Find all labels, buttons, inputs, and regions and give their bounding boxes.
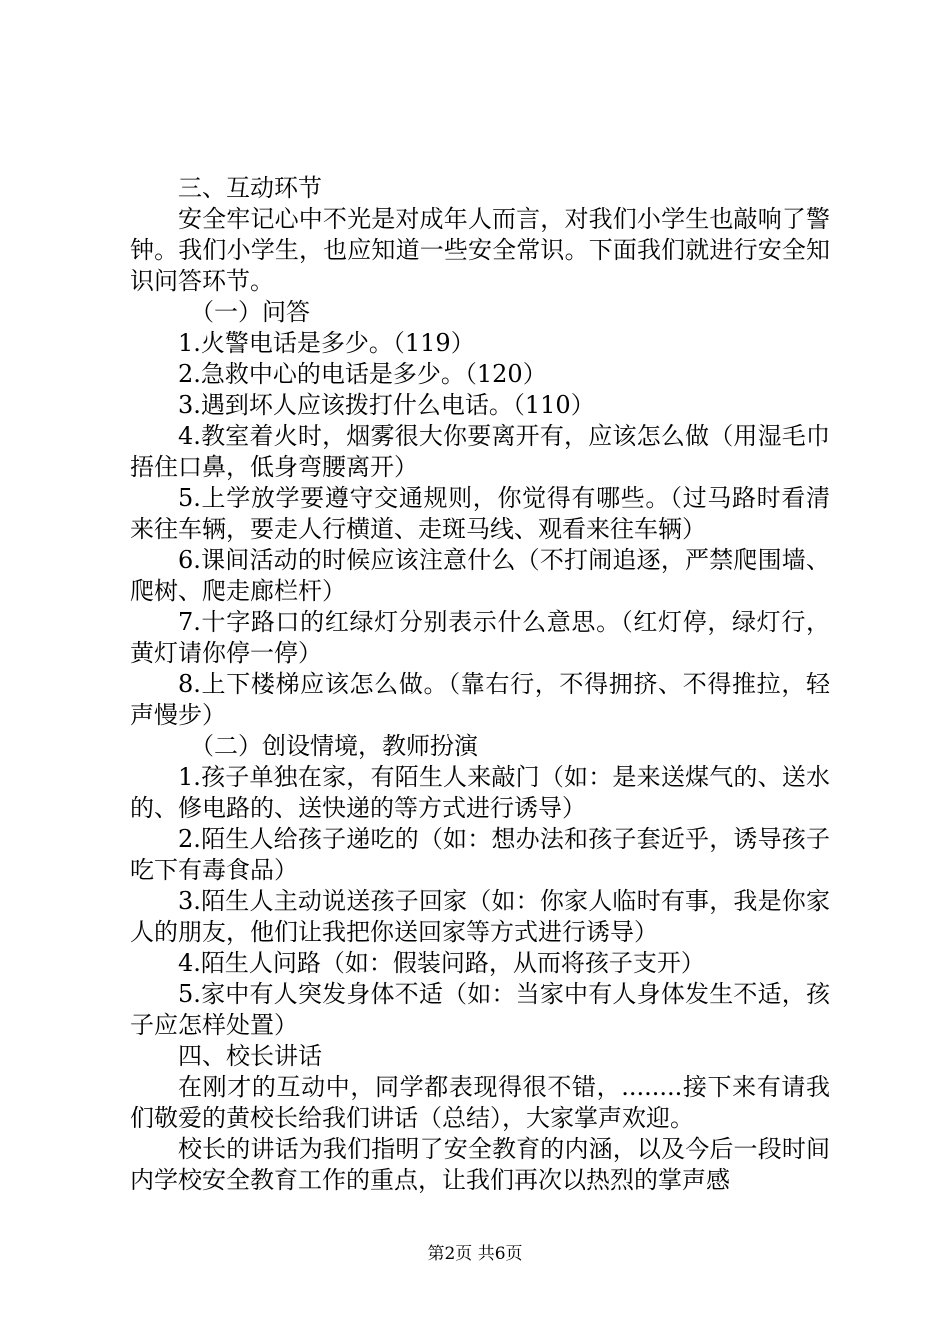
list-item-scenario-1: 1.孩子单独在家，有陌生人来敲门（如：是来送煤气的、送水的、修电路的、送快递的等方式进行诱导） (130, 763, 830, 822)
list-item-scenario-5: 5.家中有人突发身体不适（如：当家中有人身体发生不适，孩子应怎样处置） (130, 980, 830, 1039)
section-heading-principal: 四、校长讲话 (178, 1042, 322, 1070)
paragraph-intro: 安全牢记心中不光是对成年人而言，对我们小学生也敲响了警钟。我们小学生，也应知道一些安全常识。下面我们就进行安全知识问答环节。 (130, 205, 830, 295)
list-item-qa-8: 8.上下楼梯应该怎么做。（靠右行，不得拥挤、不得推拉，轻声慢步） (130, 670, 830, 729)
page-footer: 第2页 共6页 (427, 1244, 523, 1264)
list-item-qa-3: 3.遇到坏人应该拨打什么电话。（110） (178, 391, 595, 419)
list-item-scenario-4: 4.陌生人问路（如：假装问路，从而将孩子支开） (178, 949, 705, 977)
list-item-qa-6: 6.课间活动的时候应该注意什么（不打闹追逐，严禁爬围墙、爬树、爬走廊栏杆） (130, 546, 830, 605)
document-body (130, 173, 830, 1196)
list-item-qa-1: 1.火警电话是多少。（119） (178, 329, 475, 357)
list-item-qa-4: 4.教室着火时，烟雾很大你要离开有，应该怎么做（用湿毛巾捂住口鼻，低身弯腰离开） (130, 422, 830, 481)
paragraph-principal-closing: 校长的讲话为我们指明了安全教育的内涵，以及今后一段时间内学校安全教育工作的重点，让我们再次以热烈的掌声感 (130, 1135, 830, 1194)
subsection-heading-scenario: （二）创设情境，教师扮演 (190, 732, 478, 760)
list-item-qa-2: 2.急救中心的电话是多少。（120） (178, 360, 547, 388)
list-item-qa-5: 5.上学放学要遵守交通规则，你觉得有哪些。（过马路时看清来往车辆，要走人行横道、走斑马线、观看来往车辆） (130, 484, 830, 543)
paragraph-principal-intro: 在刚才的互动中，同学都表现得很不错，........接下来有请我们敬爱的黄校长给我们讲话（总结），大家掌声欢迎。 (130, 1073, 830, 1132)
list-item-scenario-2: 2.陌生人给孩子递吃的（如：想办法和孩子套近乎，诱导孩子吃下有毒食品） (130, 825, 830, 884)
subsection-heading-qa: （一）问答 (190, 298, 310, 326)
list-item-scenario-3: 3.陌生人主动说送孩子回家（如：你家人临时有事，我是你家人的朋友，他们让我把你送回家等方式进行诱导） (130, 887, 830, 946)
list-item-qa-7: 7.十字路口的红绿灯分别表示什么意思。（红灯停，绿灯行，黄灯请你停一停） (130, 608, 830, 667)
section-heading-interaction: 三、互动环节 (178, 174, 322, 202)
